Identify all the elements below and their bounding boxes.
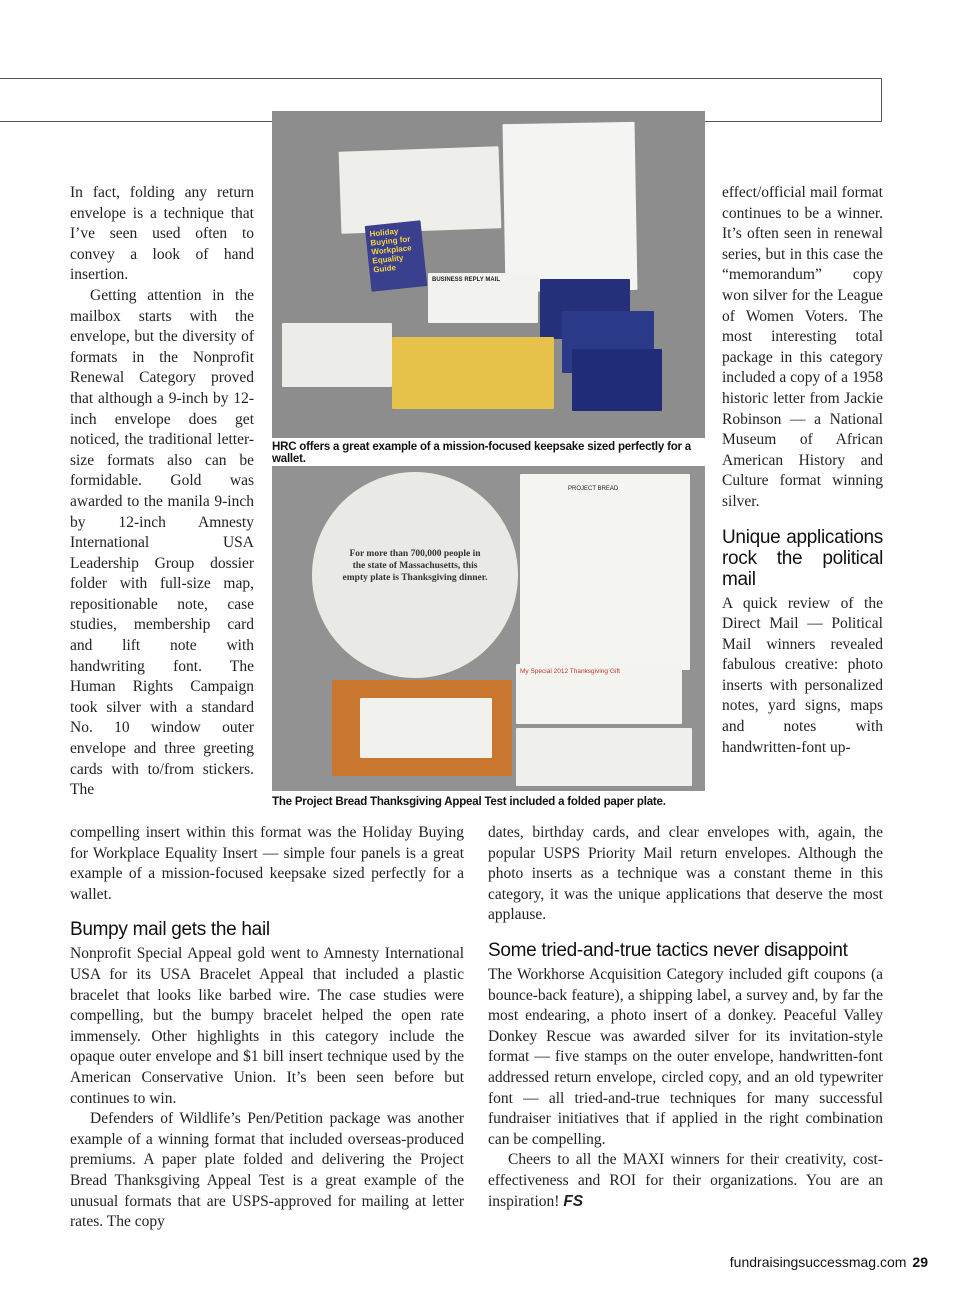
section-heading: Unique applications rock the political mail [722, 526, 883, 590]
booklet-title: Holiday Buying for Workplace Equality Guide [369, 226, 413, 275]
paragraph: In fact, folding any return envelope is a technique that I’ve seen used often to convey a look of hand insertion. [70, 184, 254, 284]
gift-reply-form [516, 664, 682, 724]
page-footer [730, 1254, 928, 1270]
hrc-mailing-photo [272, 111, 705, 438]
photo2-caption: The Project Bread Thanksgiving Appeal Test included a folded paper plate. [272, 796, 666, 808]
signoff-mark: FS [563, 1192, 584, 1210]
paragraph: A quick review of the Direct Mail — Political Mail winners revealed fabulous creative: photo inserts with personalized notes, yard signs, maps and notes with handwritten-font up- [722, 594, 883, 756]
return-envelope [516, 728, 692, 786]
outer-envelope [360, 698, 492, 758]
paragraph: Defenders of Wildlife’s Pen/Petition package was another example of a winning format that included overseas-produced premiums. A paper plate folded and delivering the Project Bread Thanksgiving Appeal Test is a great example of the unusual formats that are USPS-approved for mailing at letter rates. The copy [70, 1110, 464, 1231]
booklet [365, 220, 428, 291]
closing-paragraph [488, 1150, 883, 1212]
left-column-bottom [70, 823, 464, 1233]
right-column-top [722, 183, 883, 758]
gift-card-sheet [392, 337, 554, 409]
page-number: 29 [912, 1254, 928, 1270]
photo1-caption: HRC offers a great example of a mission-focused keepsake sized perfectly for a wallet. [272, 441, 691, 465]
reply-label: BUSINESS REPLY MAIL [432, 277, 501, 283]
gift-form-title: My Special 2012 Thanksgiving Gift [520, 668, 620, 675]
section-heading: Some tried-and-true tactics never disappoint [488, 939, 848, 961]
paragraph: compelling insert within this format was the Holiday Buying for Workplace Equality Insert — simple four panels is a great example of a mission-focused keepsake sized perfectly for a wallet. [70, 824, 464, 903]
greeting-card [572, 349, 662, 411]
paragraph: Getting attention in the mailbox starts with the envelope, but the diversity of formats in the Nonprofit Renewal Category proved that although a 9-inch by 12-inch envelope does get noticed, the traditional letter-size formats also can be formidable. Gold was awarded to the manila 9-inch by 12-inch Amnesty International USA Leadership Group dossier folder with full-size map, repositionable note, case studies, membership card and lift note with handwriting font. The Human Rights Campaign took silver with a standard No. 10 window outer envelope and three greeting cards with to/from stickers. The [70, 286, 254, 799]
paragraph: Nonprofit Special Appeal gold went to Amnesty International USA for its USA Bracelet Appeal that included a plastic bracelet that looks like barbed wire. The case studies were compelling, but the bumpy bracelet helped the open rate immensely. Other highlights in this category include the opaque outer envelope and $1 bill insert technique used by the American Conservative Union. It’s been seen before but continues to win. [70, 945, 464, 1107]
letter [503, 122, 638, 292]
project-bread-photo [272, 466, 705, 791]
section-heading: Bumpy mail gets the hail [70, 919, 270, 941]
letterhead: PROJECT BREAD [568, 486, 619, 492]
white-envelopes [282, 323, 392, 387]
closing-text: Cheers to all the MAXI winners for their creativity, cost-effectiveness and ROI for their organizations. You are an inspiration! [488, 1151, 883, 1210]
left-column-top [70, 183, 254, 801]
plate-message: For more than 700,000 people in the state of Massachusetts, this empty plate is Thanksgiving dinner. [342, 549, 488, 583]
reply-envelope [428, 273, 538, 323]
footer-site: fundraisingsuccessmag.com [729, 1254, 907, 1270]
paragraph: effect/official mail format continues to be a winner. It’s often seen in renewal series, but in this case the “memorandum” copy won silver for the League of Women Voters. The most interesting total package in this category included a copy of a 1958 historic letter from Jackie Robinson — a National Museum of African American History and Culture format winning silver. [722, 184, 883, 510]
paper-plate [312, 472, 518, 678]
appeal-letter [520, 474, 690, 670]
paragraph: The Workhorse Acquisition Category included gift coupons (a bounce-back feature), a shipping label, a survey and, by far the most endearing, a photo insert of a donkey. Peaceful Valley Donkey Rescue was awarded silver for its invitation-style format — five stamps on the outer envelope, handwritten-font addressed return envelope, circled copy, and an old typewriter font — all tried-and-true techniques for many successful fundraiser initiatives that if applied in the right combination can be compelling. [488, 965, 883, 1148]
paragraph: dates, birthday cards, and clear envelopes with, again, the popular USPS Priority Mail return envelopes. Although the photo inserts as a technique was a constant theme in this category, it was the unique applications that deserve the most applause. [488, 824, 883, 924]
right-column-bottom [488, 823, 883, 1212]
